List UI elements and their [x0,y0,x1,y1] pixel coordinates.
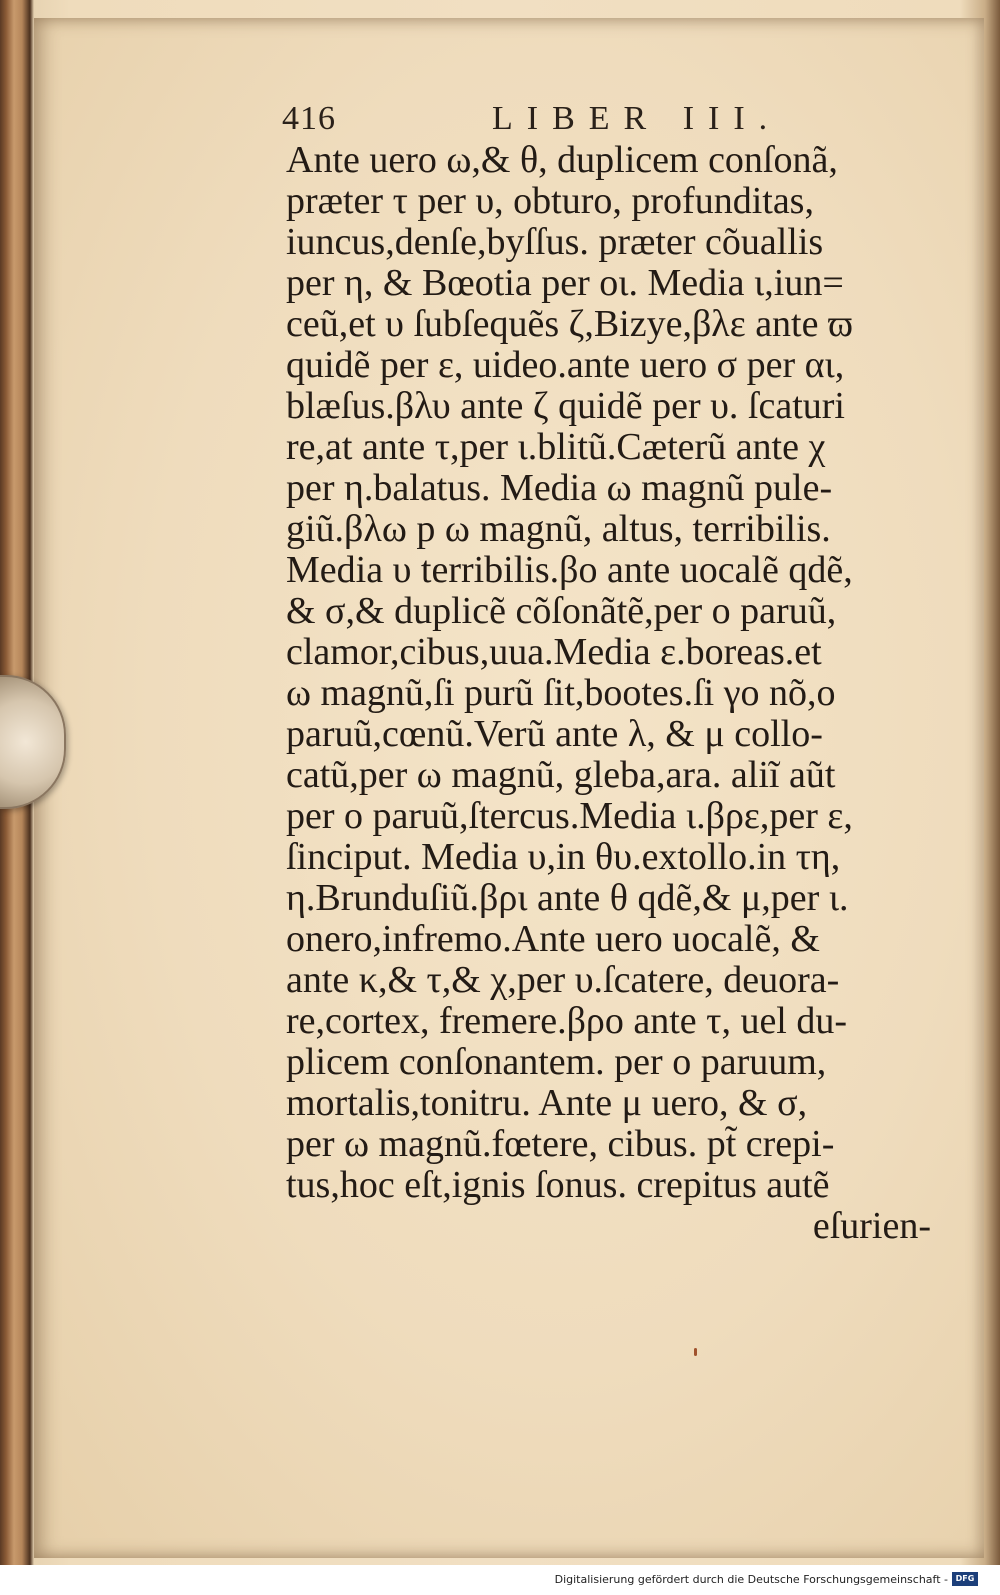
text-line: per η.balatus. Media ω magnũ pule- [286,467,833,509]
body-text [286,140,931,1247]
digitization-credit: Digitalisierung gefördert durch die Deutsche Forschungsgemeinschaft - [554,1573,948,1586]
text-line: Media υ terribilis.βο ante uocalẽ qdẽ, [286,549,853,591]
ink-speck [694,1348,697,1356]
text-line: ante κ,& τ,& χ,per υ.ſcatere, deuora- [286,959,840,1001]
text-line: clamor,cibus,uua.Media ε.boreas.et [286,631,822,673]
text-line: per ω magnũ.fœtere, cibus. pt̃ crepi- [286,1123,835,1165]
text-line: mortalis,tonitru. Ante μ uero, & σ, [286,1082,808,1124]
text-line: Ante uero ω,& θ, duplicem conſonã, [286,139,838,181]
text-line: onero,infremo.Ante uero uocalẽ, & [286,918,820,960]
text-line: catũ,per ω magnũ, gleba,ara. aliĩ aũt [286,754,836,796]
text-line: η.Brunduſiũ.βρι ante θ qdẽ,& μ,per ι. [286,877,849,919]
text-line: blæſus.βλυ ante ζ quidẽ per υ. ſcaturi [286,385,845,427]
text-line: re,at ante τ,per ι.blitũ.Cæterũ ante χ [286,426,826,468]
running-head: LIBER III. [492,100,782,137]
text-line: per η, & Bœotia per οι. Media ι,iun= [286,262,844,304]
text-line: quidẽ per ε, uideo.ante uero σ per αι, [286,344,845,386]
text-line: ſinciput. Media υ,in θυ.extollo.in τη, [286,836,841,878]
text-line: præter τ per υ, obturo, profunditas, [286,180,814,222]
text-line: re,cortex, fremere.βρο ante τ, uel du- [286,1000,848,1042]
text-line: paruũ,cœnũ.Verũ ante λ, & μ collo- [286,713,823,755]
page-header [282,100,802,144]
text-line: ω magnũ,ſi purũ ſit,bootes.ſi γο nõ,ο [286,672,836,714]
text-line: ceũ,et υ ſubſequẽs ζ,Bizye,βλε ante ϖ [286,303,853,345]
text-line: tus,hoc eſt,ignis ſonus. crepitus autẽ [286,1164,830,1206]
text-line: iuncus,denſe,byſſus. præter cõuallis [286,221,824,263]
catchword: eſurien- [812,1205,931,1247]
text-line: plicem conſonantem. per ο paruum, [286,1041,827,1083]
text-line: giũ.βλω p ω magnũ, altus, terribilis. [286,508,831,550]
footer-bar [0,1565,1000,1595]
text-line: & σ,& duplicẽ cõſonãtẽ,per ο paruũ, [286,590,837,632]
dfg-logo-icon: DFG [952,1572,978,1586]
page-number: 416 [282,100,336,137]
text-line: per ο paruũ,ſtercus.Media ι.βρε,per ε, [286,795,853,837]
